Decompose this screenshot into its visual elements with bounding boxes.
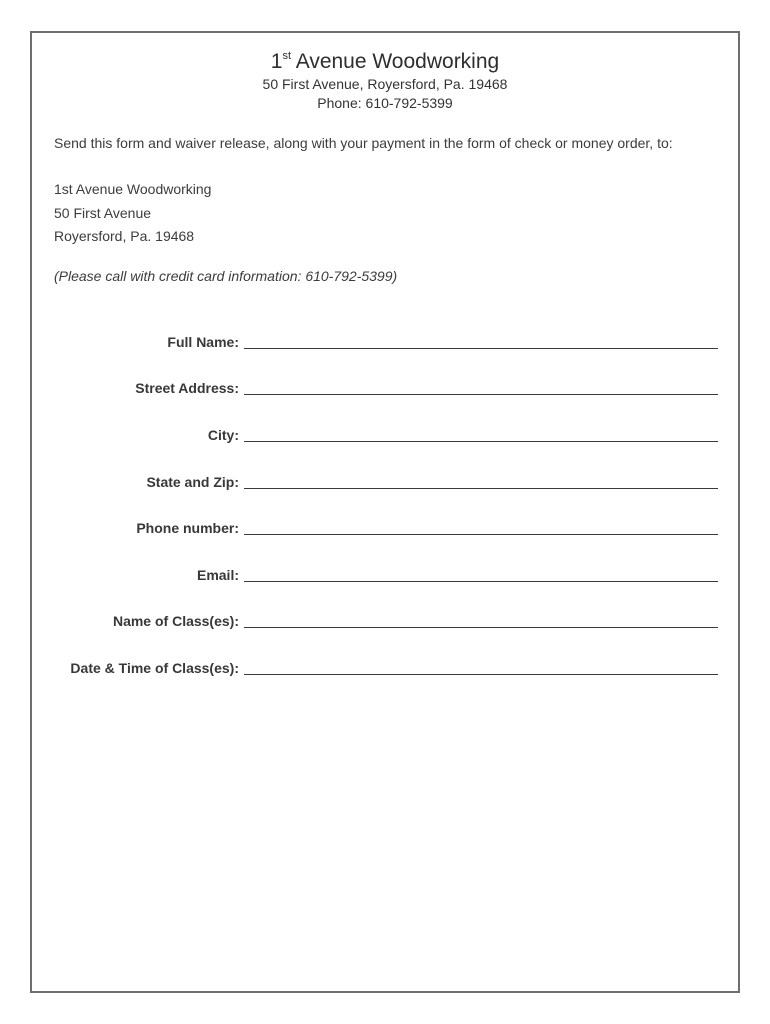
email-label: Email: [196, 567, 239, 583]
class-date-time-label: Date & Time of Class(es): [70, 660, 239, 676]
city-label: City: [207, 427, 239, 443]
credit-card-note: (Please call with credit card information: 610-792-5399) [54, 268, 398, 284]
full-name-input[interactable] [244, 348, 718, 349]
mailing-address-line-3: Royersford, Pa. 19468 [54, 228, 195, 244]
street-address-label: Street Address: [135, 380, 239, 396]
city-input[interactable] [244, 441, 718, 442]
class-date-time-row [32, 659, 738, 683]
state-zip-input[interactable] [244, 488, 718, 489]
business-phone: Phone: 610-792-5399 [317, 95, 453, 111]
class-names-label: Name of Class(es): [112, 613, 239, 629]
phone-number-row [32, 519, 738, 543]
class-names-row [32, 612, 738, 636]
email-row [32, 566, 738, 590]
business-address: 50 First Avenue, Royersford, Pa. 19468 [262, 76, 508, 92]
mailing-address-line-2: 50 First Avenue [54, 205, 152, 221]
phone-number-label: Phone number: [136, 520, 239, 536]
street-address-input[interactable] [244, 394, 718, 395]
full-name-label: Full Name: [167, 334, 239, 350]
street-address-row [32, 379, 738, 403]
state-zip-label: State and Zip: [146, 474, 239, 490]
email-input[interactable] [244, 581, 718, 582]
phone-number-input[interactable] [244, 534, 718, 535]
class-names-input[interactable] [244, 627, 718, 628]
state-zip-row [32, 473, 738, 497]
instructions-text: Send this form and waiver release, along with your payment in the form of check or money order, to: [54, 135, 673, 151]
title-superscript: st [282, 50, 292, 62]
letterhead [32, 49, 738, 113]
title-rest: Avenue Woodworking [291, 50, 500, 73]
title-prefix: 1 [270, 50, 283, 73]
full-name-row [32, 333, 738, 357]
form-page-border [30, 31, 740, 993]
mailing-address-line-1: 1st Avenue Woodworking [54, 181, 212, 197]
business-title [32, 49, 738, 75]
class-date-time-input[interactable] [244, 674, 718, 675]
city-row [32, 426, 738, 450]
